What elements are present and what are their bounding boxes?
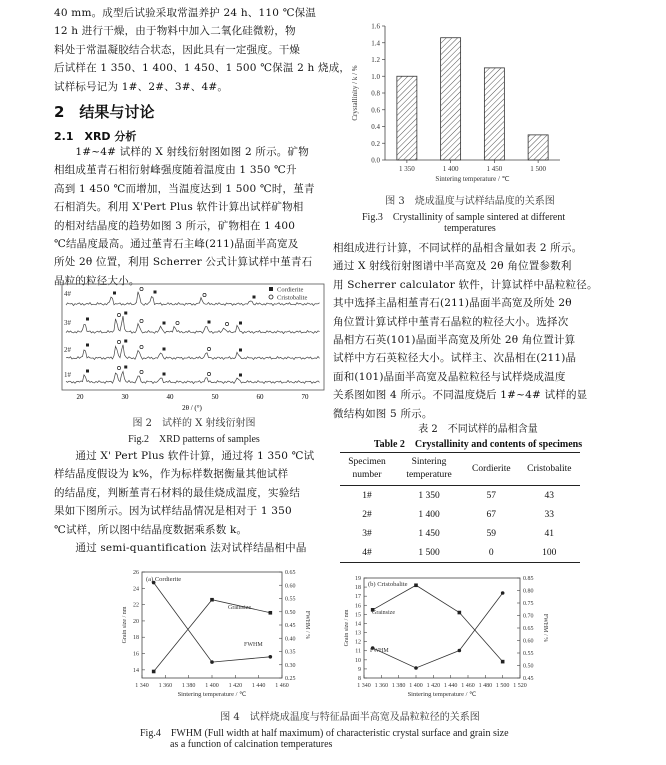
fwhm-series-label: FWHM: [244, 642, 263, 648]
x-tick: 20: [76, 393, 84, 401]
x-tick-label: 1 340: [135, 683, 149, 689]
y-right-tick-label: 0.50: [523, 663, 534, 670]
x-tick-label: 1 420: [228, 683, 243, 689]
y-left-tick-label: 26: [133, 570, 139, 576]
text-line: 用 Scherrer calculator 软件，计算试样中晶粒粒径。: [333, 278, 598, 291]
table-cell: 43: [544, 490, 555, 501]
figure-3-caption-cn: 图 3 烧成温度与试样结晶度的关系图: [385, 196, 555, 207]
x-tick-label: 1 520: [513, 683, 527, 689]
table-cell: 100: [542, 547, 557, 558]
grainsize-point: [269, 611, 273, 615]
bar: [528, 135, 548, 160]
table-cell: 1#: [362, 490, 372, 501]
text-line: 果如下图所示。因为试样结晶情况是相对于 1 350: [54, 505, 292, 518]
x-tick-label: 1 400: [205, 683, 219, 689]
y-right-tick-label: 0.50: [285, 609, 296, 616]
fwhm-series-label: FWHM: [370, 648, 389, 654]
cristobalite-fwhm-grain-chart: [338, 574, 568, 704]
table-cell: 1 450: [418, 528, 440, 539]
legend-cristobalite: Cristobalite: [277, 294, 308, 302]
legend-cordierite: Cordierite: [277, 286, 304, 294]
text-line: 的结晶度，判断堇青石材料的最佳烧成温度，实验结: [54, 486, 301, 499]
x-tick-label: 1 380: [181, 683, 196, 689]
text-line: 的相对结晶度的趋势如图 3 所示，矿物相在 1 400: [54, 219, 296, 232]
y-left-tick-label: 19: [355, 576, 361, 582]
xrd-pattern-figure: [54, 282, 334, 412]
cristobalite-peak-marker: [203, 293, 206, 296]
cordierite-peak-marker: [239, 374, 242, 377]
table-cell: 3#: [362, 528, 372, 539]
text-line: 40 mm。成型后试验采取常温养护 24 h、110 ℃保温: [54, 7, 317, 19]
y-right-axis-label: FWHM / %: [542, 613, 548, 643]
text-line: ℃试样，所以图中结晶度数据乘系数 k。: [54, 523, 248, 536]
cristobalite-peak-marker: [176, 321, 179, 324]
y-left-tick-label: 13: [355, 630, 361, 637]
table-cell: 0: [488, 547, 494, 558]
x-tick: 60: [256, 393, 264, 401]
y-left-axis-label: Grain size / nm: [344, 609, 350, 647]
table-cell: 1 350: [418, 490, 440, 501]
text-line: 试样中方石英粒径大小。试样主、次晶相在(211)晶: [333, 352, 577, 365]
cristobalite-peak-marker: [207, 347, 210, 350]
grainsize-series-label: Grainsize: [228, 605, 251, 611]
figure-4-caption-en-line-2: as a function of calcination temperatures: [170, 739, 333, 750]
y-left-tick-label: 15: [355, 612, 361, 619]
y-right-tick-label: 0.65: [285, 570, 296, 576]
table-row: [340, 524, 580, 543]
figure-4-caption-cn: 图 4 试样烧成温度与特征晶面半高宽及晶粒粒径的关系图: [220, 712, 480, 723]
y-tick-label: 1.0: [371, 72, 380, 81]
text-line: 1#~4# 试样的 X 射线衍射图如图 2 所示。矿物: [54, 146, 309, 158]
cristobalite-peak-marker: [140, 370, 143, 373]
y-axis-label: Crystallinity / k / %: [351, 65, 359, 121]
y-right-tick-label: 0.65: [523, 626, 534, 632]
text-line: 高到 1 450 ℃而增加，当温度达到 1 500 ℃时，堇青: [54, 182, 315, 195]
text-line: ℃结晶度最高。通过堇青石主峰(211)晶面半高宽及: [54, 238, 299, 251]
y-right-tick-label: 0.55: [523, 651, 534, 657]
x-tick-label: 1 450: [486, 165, 503, 173]
y-tick-label: 1.2: [371, 56, 380, 64]
text-line: 晶粒的粒径大小。: [54, 274, 140, 287]
column-header: Sintering temperature: [406, 457, 452, 480]
x-tick-label: 1 350: [399, 165, 415, 173]
sample-label-4: 4#: [64, 290, 71, 298]
y-left-tick-label: 24: [133, 586, 139, 593]
cordierite-peak-marker: [239, 322, 242, 325]
grainsize-point: [210, 598, 214, 602]
x-tick-label: 1 360: [374, 683, 389, 689]
x-tick: 40: [166, 393, 174, 401]
cristobalite-peak-marker: [207, 372, 210, 375]
cordierite-peak-marker: [124, 366, 127, 369]
y-right-axis-label: FWHM / %: [304, 610, 310, 640]
y-right-tick-label: 0.45: [523, 676, 534, 682]
fwhm-point: [414, 666, 418, 670]
sample-label-3: 3#: [64, 319, 71, 327]
table-cell: 67: [486, 509, 497, 520]
crystallinity-bar-chart: [345, 20, 570, 190]
left-column-paragraph-3: [54, 447, 334, 557]
cordierite-fwhm-grain-chart: [112, 566, 327, 706]
y-right-tick-label: 0.45: [285, 623, 296, 629]
y-right-tick-label: 0.85: [523, 576, 534, 582]
cristobalite-marker-icon: [269, 295, 273, 299]
sample-label-1: 1#: [64, 371, 71, 379]
fwhm-point: [458, 649, 462, 653]
panel-title: (a) Cordierite: [146, 576, 182, 583]
text-line: 所处 2θ 位置，利用 Scherrer 公式计算试样中堇青石: [54, 256, 313, 269]
grainsize-point: [414, 583, 418, 587]
y-tick-label: 0.8: [371, 89, 380, 98]
x-tick-label: 1 340: [357, 683, 371, 689]
text-line: 12 h 进行干燥，由于物料中加入二氧化硅微粉，物: [54, 25, 296, 38]
x-axis-label: Sintering temperature / ℃: [435, 175, 510, 183]
xrd-trace-1: [66, 372, 320, 384]
y-right-tick-label: 0.70: [523, 613, 534, 620]
x-tick-label: 1 460: [461, 683, 475, 689]
table-cell: 4#: [362, 547, 372, 558]
cristobalite-peak-marker: [117, 340, 120, 343]
table-row: [340, 543, 580, 563]
text-line: 晶相方石英(101)晶面半高宽及所处 2θ 角位置计算: [333, 334, 576, 347]
text-line: 后试样在 1 350、1 400、1 450、1 500 ℃保温 2 h 烧成，: [54, 62, 351, 75]
fwhm-point: [501, 591, 505, 595]
plot-frame: [364, 578, 520, 678]
panel-title: (b) Cristobalite: [368, 581, 408, 588]
figure-2-caption-cn: 图 2 试样的 X 射线衍射图: [132, 418, 256, 429]
fwhm-point: [210, 660, 214, 664]
text-line: 通过 X 射线衍射图谱中半高宽及 2θ 角位置参数利: [333, 260, 572, 273]
table-cell: 41: [544, 528, 555, 539]
x-tick-label: 1 420: [426, 683, 441, 689]
x-tick-label: 1 440: [251, 683, 266, 689]
x-tick-label: 1 440: [443, 683, 458, 689]
table-cell: 59: [486, 528, 497, 539]
phase-content-table: [340, 452, 580, 563]
y-tick-label: 1.6: [371, 22, 380, 31]
table-2-title-en: Table 2 Crystallinity and contents of specimens: [373, 439, 583, 450]
xrd-trace-3: [66, 316, 320, 333]
figure-3-caption-en-line-1: Fig.3 Crystallinity of sample sintered at different: [362, 212, 566, 223]
bar: [441, 38, 461, 160]
table-cell: 33: [544, 509, 555, 520]
cordierite-peak-marker: [154, 291, 157, 294]
table-row: [340, 486, 580, 506]
y-left-tick-label: 9: [358, 666, 361, 673]
text-line: 其中选择主晶相堇青石(211)晶面半高宽及所处 2θ: [333, 297, 572, 310]
y-right-tick-label: 0.35: [285, 649, 296, 656]
text-line: 通过 X' Pert Plus 软件计算，通过将 1 350 ℃试: [54, 450, 315, 462]
y-left-tick-label: 20: [133, 618, 139, 625]
x-tick-label: 1 500: [530, 165, 546, 173]
text-line: 面和(101)晶面半高宽及晶粒粒径与试样烧成温度: [333, 370, 566, 383]
y-left-tick-label: 8: [358, 676, 361, 682]
column-header: Specimen number: [348, 457, 386, 480]
table-cell: 1 500: [418, 547, 440, 558]
grainsize-point: [458, 611, 462, 615]
cordierite-peak-marker: [253, 296, 256, 299]
x-tick-label: 1 460: [275, 683, 289, 689]
column-header: Cordierite: [472, 463, 511, 474]
cristobalite-peak-marker: [140, 287, 143, 290]
text-line: 石相消失。利用 X'Pert Plus 软件计算出试样矿物相: [54, 201, 304, 214]
grainsize-series-label: Grainsize: [372, 610, 395, 616]
x-tick-label: 1 480: [478, 683, 493, 689]
table-2-title-cn: 表 2 不同试样的晶相含量: [418, 424, 538, 435]
text-line: 微结构如图 5 所示。: [333, 407, 433, 420]
x-tick: 30: [121, 393, 129, 401]
y-left-tick-label: 14: [355, 621, 361, 628]
y-tick-label: 0.4: [371, 123, 380, 131]
cordierite-peak-marker: [239, 349, 242, 352]
x-axis-label: Sintering temperature / ℃: [177, 691, 247, 698]
y-tick-label: 0.2: [371, 139, 380, 148]
x-tick-label: 1 400: [409, 683, 423, 689]
x-axis-ticks: [77, 393, 310, 401]
right-column-paragraph-1: [333, 239, 623, 423]
cordierite-peak-marker: [86, 344, 89, 347]
cristobalite-peak-marker: [117, 366, 120, 369]
text-line: 试样标号记为 1#、2#、3#、4#。: [54, 80, 229, 93]
cristobalite-peak-marker: [140, 345, 143, 348]
x-tick-label: 1 400: [442, 165, 459, 173]
y-left-tick-label: 18: [355, 585, 361, 592]
subsection-heading: 2.1 XRD 分析: [54, 130, 137, 143]
y-left-tick-label: 12: [355, 639, 361, 646]
left-column-paragraph-2: [54, 143, 334, 290]
text-line: 通过 semi-quantification 法对试样结晶相中晶: [54, 542, 307, 555]
y-tick-label: 1.4: [371, 39, 380, 48]
y-left-tick-label: 11: [355, 648, 361, 655]
grainsize-point: [501, 660, 505, 664]
table-cell: 1 400: [418, 509, 440, 520]
y-right-tick-label: 0.55: [285, 596, 296, 603]
fwhm-line: [373, 593, 503, 668]
y-right-tick-label: 0.75: [523, 601, 534, 607]
figure-2-caption-en: Fig.2 XRD patterns of samples: [128, 434, 260, 445]
figure-4-caption-en-line-1: Fig.4 FWHM (Full width at half maximum) of characteristic crystal surface and grain size: [140, 728, 509, 739]
xrd-trace-2: [66, 345, 320, 360]
x-tick-label: 1 500: [495, 683, 510, 689]
table-cell: 2#: [362, 509, 372, 520]
y-right-tick-label: 0.60: [523, 638, 534, 645]
bar: [397, 76, 417, 160]
y-left-tick-label: 18: [133, 635, 139, 642]
x-tick: 50: [211, 393, 219, 401]
y-left-tick-label: 22: [133, 602, 139, 609]
text-line: 料处于常温凝胶结合状态，因此具有一定强度。干燥: [54, 43, 301, 56]
y-tick-label: 0.6: [371, 106, 380, 115]
text-line: 角位置计算试样中堇青石晶粒的粒径大小。选择次: [333, 315, 569, 328]
cordierite-peak-marker: [163, 322, 166, 325]
cordierite-peak-marker: [124, 340, 127, 343]
x-tick-label: 1 380: [391, 683, 406, 689]
y-left-tick-label: 10: [355, 657, 361, 664]
x-tick-label: 1 360: [158, 683, 173, 689]
y-left-tick-label: 17: [355, 594, 361, 601]
text-line: 样结晶度假设为 k%，作为标样数据衡量其他试样: [54, 468, 289, 481]
cordierite-peak-marker: [86, 370, 89, 373]
table-row: [340, 505, 580, 524]
figure-3-caption-en-line-2: temperatures: [444, 223, 496, 234]
x-axis-label: 2θ / (°): [182, 404, 202, 412]
left-column-paragraph-1: [54, 4, 351, 96]
cordierite-peak-marker: [86, 318, 89, 321]
cristobalite-peak-marker: [117, 313, 120, 316]
y-right-tick-label: 0.40: [285, 636, 296, 643]
y-left-axis-label: Grain size / nm: [122, 606, 128, 644]
section-heading: 2 结果与讨论: [54, 103, 155, 121]
x-tick: 70: [301, 393, 309, 401]
cristobalite-peak-marker: [140, 319, 143, 322]
cordierite-peak-marker: [163, 348, 166, 351]
text-line: 关系图如图 4 所示。不同温度烧后 1#~4# 试样的显: [333, 389, 588, 402]
y-right-tick-label: 0.60: [285, 583, 296, 590]
y-left-tick-label: 16: [133, 651, 139, 658]
y-left-tick-label: 16: [355, 603, 361, 610]
text-line: 相组成进行计算，不同试样的晶相含量如表 2 所示。: [333, 242, 583, 254]
cordierite-peak-marker: [113, 292, 116, 295]
fwhm-point: [269, 655, 273, 659]
text-line: 相组成堇青石相衍射峰强度随着温度由 1 350 ℃升: [54, 164, 297, 177]
y-tick-label: 0.0: [371, 156, 380, 165]
cristobalite-peak-marker: [225, 322, 228, 325]
grainsize-line: [373, 585, 503, 661]
bar: [484, 68, 504, 160]
y-left-tick-label: 14: [133, 667, 139, 674]
sample-label-2: 2#: [64, 346, 71, 354]
y-right-tick-label: 0.25: [285, 676, 296, 682]
cordierite-peak-marker: [208, 321, 211, 324]
grainsize-point: [152, 670, 156, 674]
y-right-tick-label: 0.80: [523, 588, 534, 595]
cordierite-peak-marker: [124, 312, 127, 315]
y-right-tick-label: 0.30: [285, 662, 296, 669]
cordierite-marker-icon: [269, 287, 273, 291]
cordierite-peak-marker: [163, 373, 166, 376]
legend: [269, 287, 307, 302]
table-cell: 57: [486, 490, 497, 501]
x-axis-label: Sintering temperature / ℃: [407, 691, 477, 698]
column-header: Cristobalite: [527, 463, 572, 474]
